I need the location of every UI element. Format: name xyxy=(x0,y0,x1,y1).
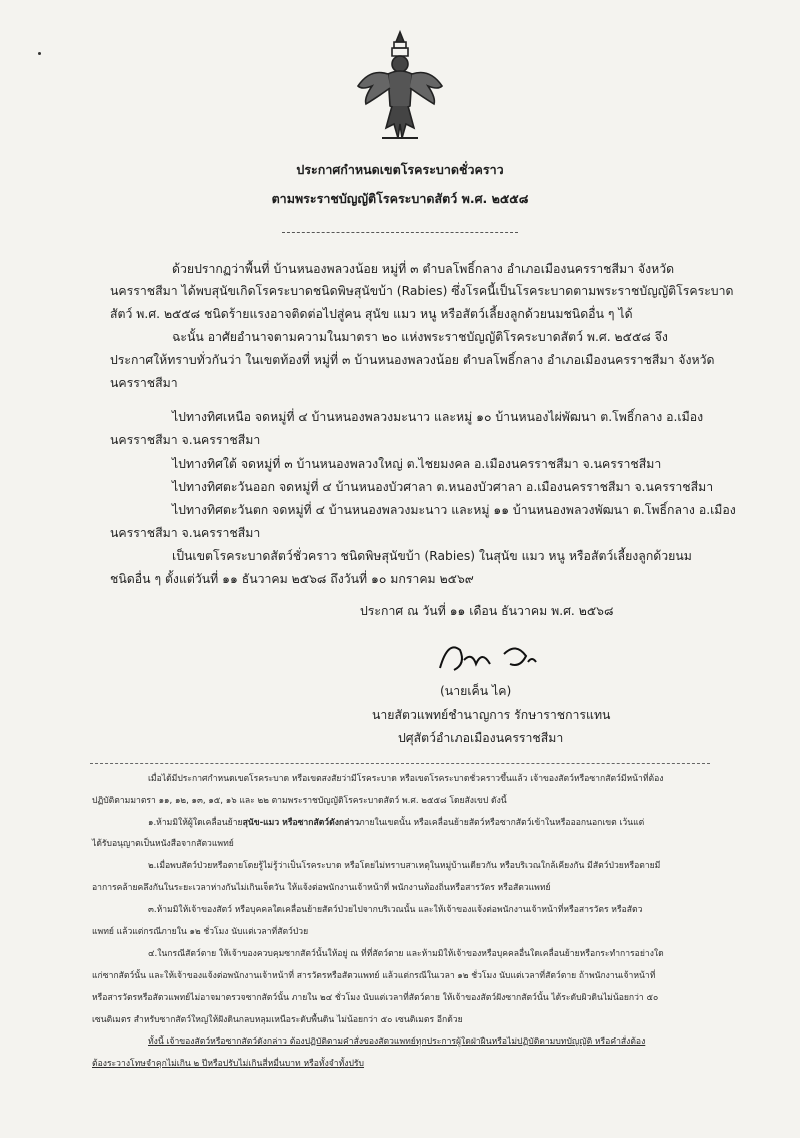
body-line: นครราชสีมา xyxy=(110,376,178,390)
body-line: ด้วยปรากฏว่าพื้นที่ บ้านหนองพลวงน้อย หมู่ที่ ๓ ตำบลโพธิ์กลาง อำเภอเมืองนครราชสีมา จังหวัด xyxy=(172,262,675,276)
signer-office: ปศุสัตว์อำเภอเมืองนครราชสีมา xyxy=(398,731,564,745)
scan-mark xyxy=(38,52,41,55)
note-1-bold: สุนัข-แมว หรือซากสัตว์ดังกล่าว xyxy=(242,818,360,828)
title-line-1: ประกาศกำหนดเขตโรคระบาดชั่วคราว xyxy=(296,162,504,177)
note-1 xyxy=(148,818,644,829)
note-1-suffix: ภายในเขตนั้น หรือเคลื่อนย้ายสัตว์หรือซากสัตว์เข้าในหรือออกนอกเขต เว้นแต่ xyxy=(359,818,645,828)
garuda-emblem-icon xyxy=(352,28,448,146)
note-line: หรือสารวัตรหรือสัตวแพทย์ไม่อาจมาตรวจซากสัตว์นั้น ภายใน ๒๔ ชั่วโมง นับแต่เวลาที่สัตว์ตาย ให้เจ้าของสัตว์ฝังซากสัตว์นั้น ได้ระดับผิวดินไม่น้อยกว่า ๕๐ xyxy=(92,993,659,1003)
body-line: นครราชสีมา ได้พบสุนัขเกิดโรคระบาดชนิดพิษสุนัขบ้า (Rabies) ซึ่งโรคนี้เป็นโรคระบาดตามพระราชบัญญัติโรคระบาด xyxy=(110,284,734,298)
boundary-north: ไปทางทิศเหนือ จดหมู่ที่ ๔ บ้านหนองพลวงมะนาว และหมู่ ๑๐ บ้านหนองไผ่พัฒนา ต.โพธิ์กลาง อ.เมือง xyxy=(172,410,704,424)
boundary-east: ไปทางทิศตะวันออก จดหมู่ที่ ๔ บ้านหนองบัวศาลา ต.หนองบัวศาลา อ.เมืองนครราชสีมา จ.นครราชสีมา xyxy=(172,480,714,494)
note-2: ๒.เมื่อพบสัตว์ป่วยหรือตายโดยรู้ไม่รู้ว่าเป็นโรคระบาด หรือโดยไม่ทราบสาเหตุในหมู่บ้านเดียวกัน หรือบริเวณใกล้เคียงกัน มีสัตว์ป่วยหรือตายมี xyxy=(148,861,661,871)
note-line: เมื่อได้มีประกาศกำหนดเขตโรคระบาด หรือเขตสงสัยว่ามีโรคระบาด หรือเขตโรคระบาดชั่วคราวขึ้นแล้ว เจ้าของสัตว์หรือซากสัตว์มีหน้าที่ต้อง xyxy=(148,774,664,784)
note-4: ๔.ในกรณีสัตว์ตาย ให้เจ้าของควบคุมซากสัตว์นั้นให้อยู่ ณ ที่ที่สัตว์ตาย และห้ามมิให้เจ้าของหรือบุคคลอื่นใดเคลื่อนย้ายหรือกระทำการอย่างใด xyxy=(148,949,664,959)
note-line: อาการคล้ายคลึงกันในระยะเวลาห่างกันไม่เกินเจ็ดวัน ให้แจ้งต่อพนักงานเจ้าหน้าที่ พนักงานท้องถิ่นหรือสารวัตร หรือสัตวแพทย์ xyxy=(92,883,551,893)
title-line-2: ตามพระราชบัญญัติโรคระบาดสัตว์ พ.ศ. ๒๕๕๘ xyxy=(271,191,529,206)
note-1-prefix: ๑.ห้ามมิให้ผู้ใดเคลื่อนย้าย xyxy=(148,818,243,828)
effective-dates: ชนิดอื่น ๆ ตั้งแต่วันที่ ๑๑ ธันวาคม ๒๕๖๘ ถึงวันที่ ๑๐ มกราคม ๒๕๖๙ xyxy=(110,572,474,586)
body-line: ฉะนั้น อาศัยอำนาจตามความในมาตรา ๒๐ แห่งพระราชบัญญัติโรคระบาดสัตว์ พ.ศ. ๒๕๕๘ จึง xyxy=(172,330,668,344)
penalty-line: ทั้งนี้ เจ้าของสัตว์หรือซากสัตว์ดังกล่าว ต้องปฏิบัติตามคำสั่งของสัตวแพทย์ทุกประการผู้ใดฝ่าฝืนหรือไม่ปฏิบัติตามบทบัญญัติ หรือคำสั่งต้อง xyxy=(148,1037,646,1047)
note-line: ปฏิบัติตามมาตรา ๑๑, ๑๒, ๑๓, ๑๕, ๑๖ และ ๒๒ ตามพระราชบัญญัติโรคระบาดสัตว์ พ.ศ. ๒๕๕๘ โดยสังเขป ดังนี้ xyxy=(92,796,507,806)
body-line: ประกาศให้ทราบทั่วกันว่า ในเขตท้องที่ หมู่ที่ ๓ บ้านหนองพลวงน้อย ตำบลโพธิ์กลาง อำเภอเมืองนครราชสีมา จังหวัด xyxy=(110,353,715,367)
signer-position: นายสัตวแพทย์ชำนาญการ รักษาราชการแทน xyxy=(372,708,611,722)
body-line: นครราชสีมา จ.นครราชสีมา xyxy=(110,526,261,540)
note-line: ได้รับอนุญาตเป็นหนังสือจากสัตวแพทย์ xyxy=(92,839,234,849)
penalty-line: ต้องระวางโทษจำคุกไม่เกิน ๒ ปีหรือปรับไม่เกินสี่หมื่นบาท หรือทั้งจำทั้งปรับ xyxy=(92,1059,365,1069)
signer-name: (นายเค็น ไค) xyxy=(440,684,512,698)
note-line: แพทย์ แล้วแต่กรณีภายใน ๑๒ ชั่วโมง นับแต่เวลาที่สัตว์ป่วย xyxy=(92,927,309,937)
body-line: นครราชสีมา จ.นครราชสีมา xyxy=(110,433,261,447)
note-3: ๓.ห้ามมิให้เจ้าของสัตว์ หรือบุคคลใดเคลื่อนย้ายสัตว์ป่วยไปจากบริเวณนั้น และให้เจ้าของแจ้งต่อพนักงานเจ้าหน้าที่หรือสารวัตร หรือสัตว xyxy=(148,905,643,915)
divider xyxy=(282,232,518,233)
body-line: เป็นเขตโรคระบาดสัตว์ชั่วคราว ชนิดพิษสุนัขบ้า (Rabies) ในสุนัข แมว หนู หรือสัตว์เลี้ยงลูกด้วยนม xyxy=(172,549,692,563)
notes-divider xyxy=(90,763,710,764)
signature-icon xyxy=(430,630,570,680)
body-line: สัตว์ พ.ศ. ๒๕๕๘ ชนิดร้ายแรงอาจติดต่อไปสู่คน สุนัข แมว หนู หรือสัตว์เลี้ยงลูกด้วยนมชนิดอื่น ๆ ได้ xyxy=(110,307,633,321)
boundary-south: ไปทางทิศใต้ จดหมู่ที่ ๓ บ้านหนองพลวงใหญ่ ต.ไชยมงคล อ.เมืองนครราชสีมา จ.นครราชสีมา xyxy=(172,457,662,471)
note-line: เซนติเมตร สำหรับซากสัตว์ใหญ่ให้ฝังดินกลบหลุมเหนือระดับพื้นดิน ไม่น้อยกว่า ๕๐ เซนติเมตร อีกด้วย xyxy=(92,1015,463,1025)
boundary-west: ไปทางทิศตะวันตก จดหมู่ที่ ๔ บ้านหนองพลวงมะนาว และหมู่ ๑๑ บ้านหนองพลวงพัฒนา ต.โพธิ์กลาง อ.เมือง xyxy=(172,503,736,517)
note-line: แก่ซากสัตว์นั้น และให้เจ้าของแจ้งต่อพนักงานเจ้าหน้าที่ สารวัตรหรือสัตวแพทย์ แล้วแต่กรณีในเวลา ๑๒ ชั่วโมง นับแต่เวลาที่สัตว์ตาย ถ้าพนักงานเจ้าหน้าที่ xyxy=(92,971,656,981)
announce-date: ประกาศ ณ วันที่ ๑๑ เดือน ธันวาคม พ.ศ. ๒๕๖๘ xyxy=(360,604,614,618)
